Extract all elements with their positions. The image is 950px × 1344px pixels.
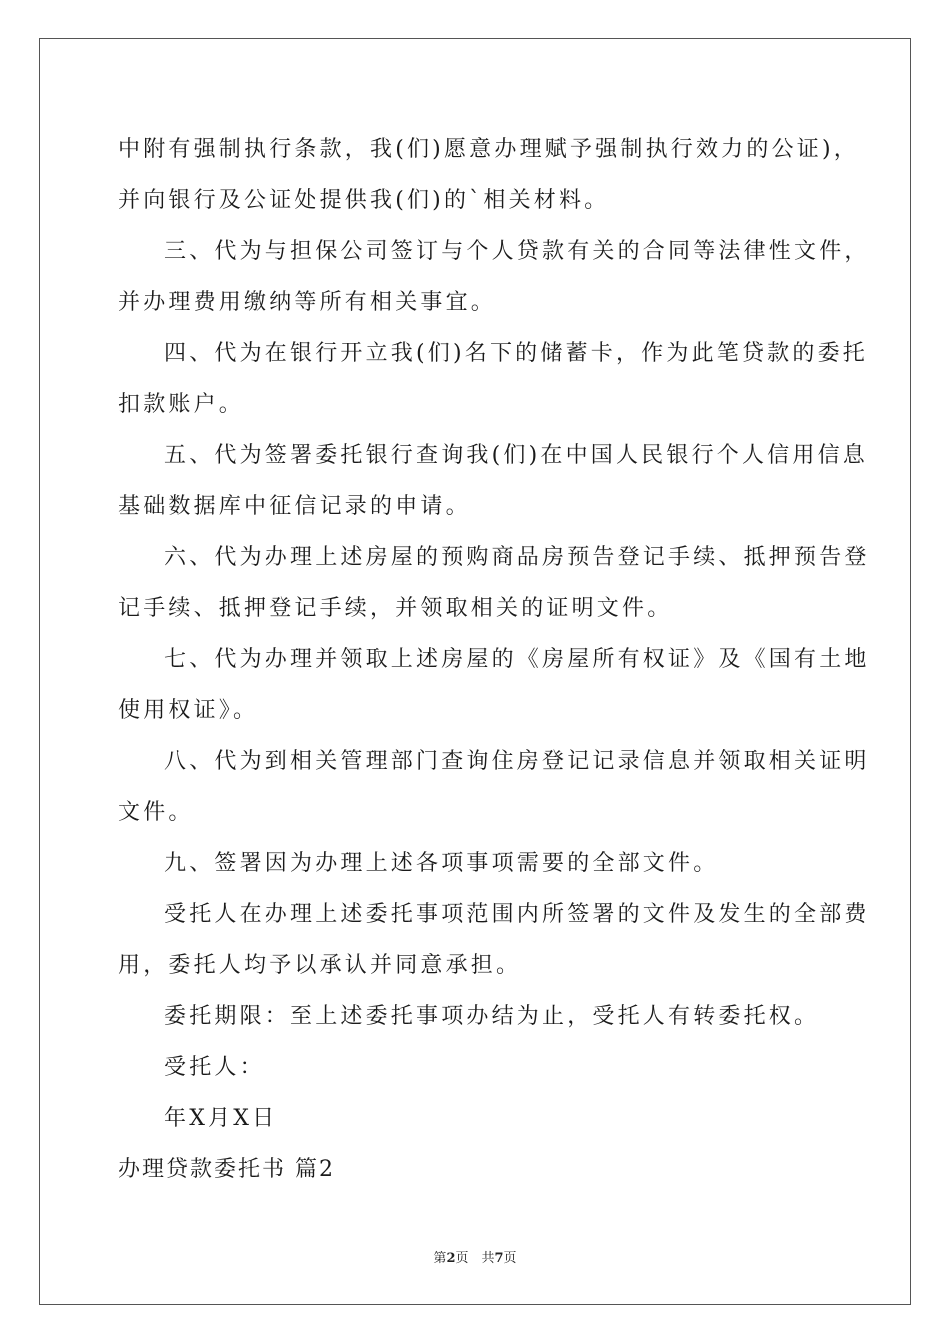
document-body (118, 124, 870, 1195)
trustee-acknowledgement: 受托人在办理上述委托事项范围内所签署的文件及发生的全部费 (164, 902, 870, 927)
page-prefix: 第 (433, 1251, 447, 1266)
entrustment-period: 委托期限：至上述委托事项办结为止，受托人有转委托权。 (164, 1004, 820, 1029)
total-page-number: 7 (494, 1251, 504, 1266)
current-page-number: 2 (446, 1251, 456, 1266)
clause-six: 六、代为办理上述房屋的预购商品房预告登记手续、抵押预告登 (164, 545, 870, 570)
clause-four: 四、代为在银行开立我(们)名下的储蓄卡，作为此笔贷款的委托 (164, 341, 868, 366)
clause-five: 五、代为签署委托银行查询我(们)在中国人民银行个人信用信息 (164, 443, 868, 468)
trustee-signature-label: 受托人： (164, 1055, 265, 1080)
clause-nine: 九、签署因为办理上述各项事项需要的全部文件。 (164, 851, 719, 876)
page-footer (0, 1247, 950, 1266)
paragraph-line: 中附有强制执行条款，我(们)愿意办理赋予强制执行效力的公证)， (118, 137, 859, 162)
clause-eight: 八、代为到相关管理部门查询住房登记记录信息并领取相关证明 (164, 749, 870, 774)
clause-three: 三、代为与担保公司签订与个人贷款有关的合同等法律性文件， (164, 239, 870, 264)
paragraph-line: 文件。 (118, 800, 194, 825)
paragraph-line: 并向银行及公证处提供我(们)的`相关材料。 (118, 188, 610, 213)
section-heading: 办理贷款委托书 篇2 (118, 1157, 335, 1182)
date-line: 年X月X日 (164, 1106, 278, 1131)
paragraph-line: 用，委托人均予以承认并同意承担。 (118, 953, 522, 978)
paragraph-line: 并办理费用缴纳等所有相关事宜。 (118, 290, 497, 315)
page-mid: 页 共 (455, 1251, 495, 1266)
paragraph-line: 使用权证》。 (118, 698, 259, 723)
paragraph-line: 记手续、抵押登记手续，并领取相关的证明文件。 (118, 596, 673, 621)
clause-seven: 七、代为办理并领取上述房屋的《房屋所有权证》及《国有土地 (164, 647, 870, 672)
paragraph-line: 基础数据库中征信记录的申请。 (118, 494, 471, 519)
paragraph-line: 扣款账户。 (118, 392, 245, 417)
page-suffix: 页 (503, 1251, 517, 1266)
